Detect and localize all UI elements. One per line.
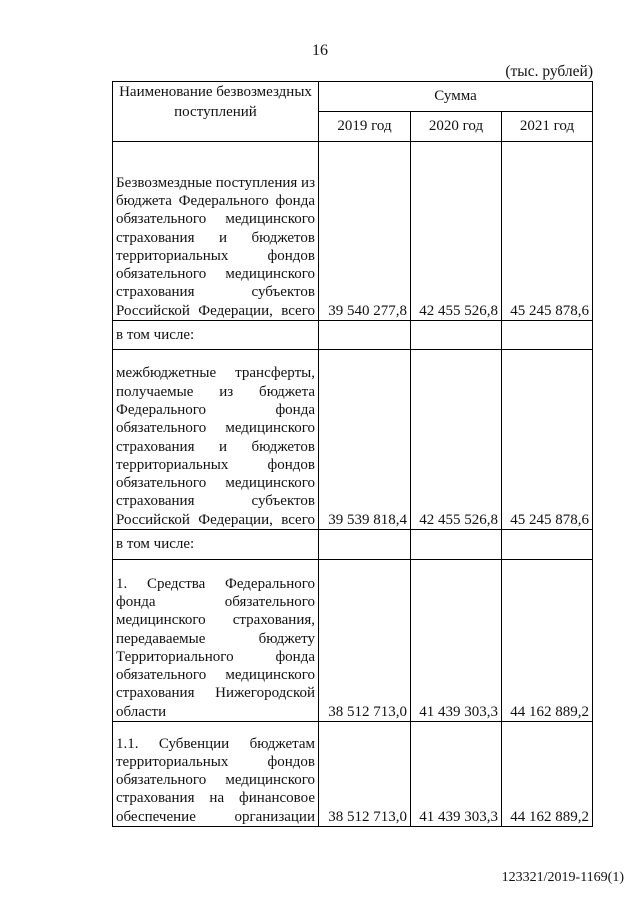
- value-2021: 45 245 878,6: [502, 142, 593, 321]
- table-row: [113, 142, 593, 321]
- value-2020: 41 439 303,3: [411, 560, 502, 722]
- value-2021: [502, 530, 593, 560]
- value-2019: [319, 530, 411, 560]
- table-row: [113, 560, 593, 722]
- value-2021: 44 162 889,2: [502, 560, 593, 722]
- header-sum-cell: Сумма: [319, 82, 593, 112]
- revenue-table: [112, 81, 593, 827]
- row-name: 1. Средства Федерального фонда обязательного медицинского страхования, передаваемые бюджету Территориального фонда обязательного медицинского страхования Нижегородской области: [113, 560, 319, 722]
- value-2019: [319, 321, 411, 350]
- row-name: в том числе:: [113, 530, 319, 560]
- units-label: (тыс. рублей): [505, 63, 593, 80]
- header-name-cell: Наименование безвозмездных поступлений: [113, 82, 319, 142]
- table-row: [113, 350, 593, 530]
- year-2019: 2019 год: [319, 112, 411, 142]
- document-id: 123321/2019-1169(1): [501, 870, 624, 885]
- value-2019: 39 540 277,8: [319, 142, 411, 321]
- page-number: 16: [312, 42, 328, 59]
- row-name: в том числе:: [113, 321, 319, 350]
- row-name: Безвозмездные поступления из бюджета Федерального фонда обязательного медицинского страхования и бюджетов территориальных фондов обязательного медицинского страхования субъектов Российской Федерации, всего: [113, 142, 319, 321]
- value-2020: [411, 530, 502, 560]
- row-name: 1.1. Субвенции бюджетам территориальных фондов обязательного медицинского страхования на финансовое обеспечение организации: [113, 722, 319, 827]
- table-row: [113, 722, 593, 827]
- value-2020: 41 439 303,3: [411, 722, 502, 827]
- value-2019: 38 512 713,0: [319, 560, 411, 722]
- value-2019: 39 539 818,4: [319, 350, 411, 530]
- value-2021: 44 162 889,2: [502, 722, 593, 827]
- value-2019: 38 512 713,0: [319, 722, 411, 827]
- header-row: [113, 82, 593, 112]
- year-2021: 2021 год: [502, 112, 593, 142]
- table-row: [113, 321, 593, 350]
- table-row: [113, 530, 593, 560]
- value-2021: [502, 321, 593, 350]
- row-name: межбюджетные трансферты, получаемые из бюджета Федерального фонда обязательного медицинского страхования и бюджетов территориальных фондов обязательного медицинского страхования субъектов Российской Федерации, всего: [113, 350, 319, 530]
- year-2020: 2020 год: [411, 112, 502, 142]
- value-2021: 45 245 878,6: [502, 350, 593, 530]
- value-2020: 42 455 526,8: [411, 142, 502, 321]
- value-2020: 42 455 526,8: [411, 350, 502, 530]
- value-2020: [411, 321, 502, 350]
